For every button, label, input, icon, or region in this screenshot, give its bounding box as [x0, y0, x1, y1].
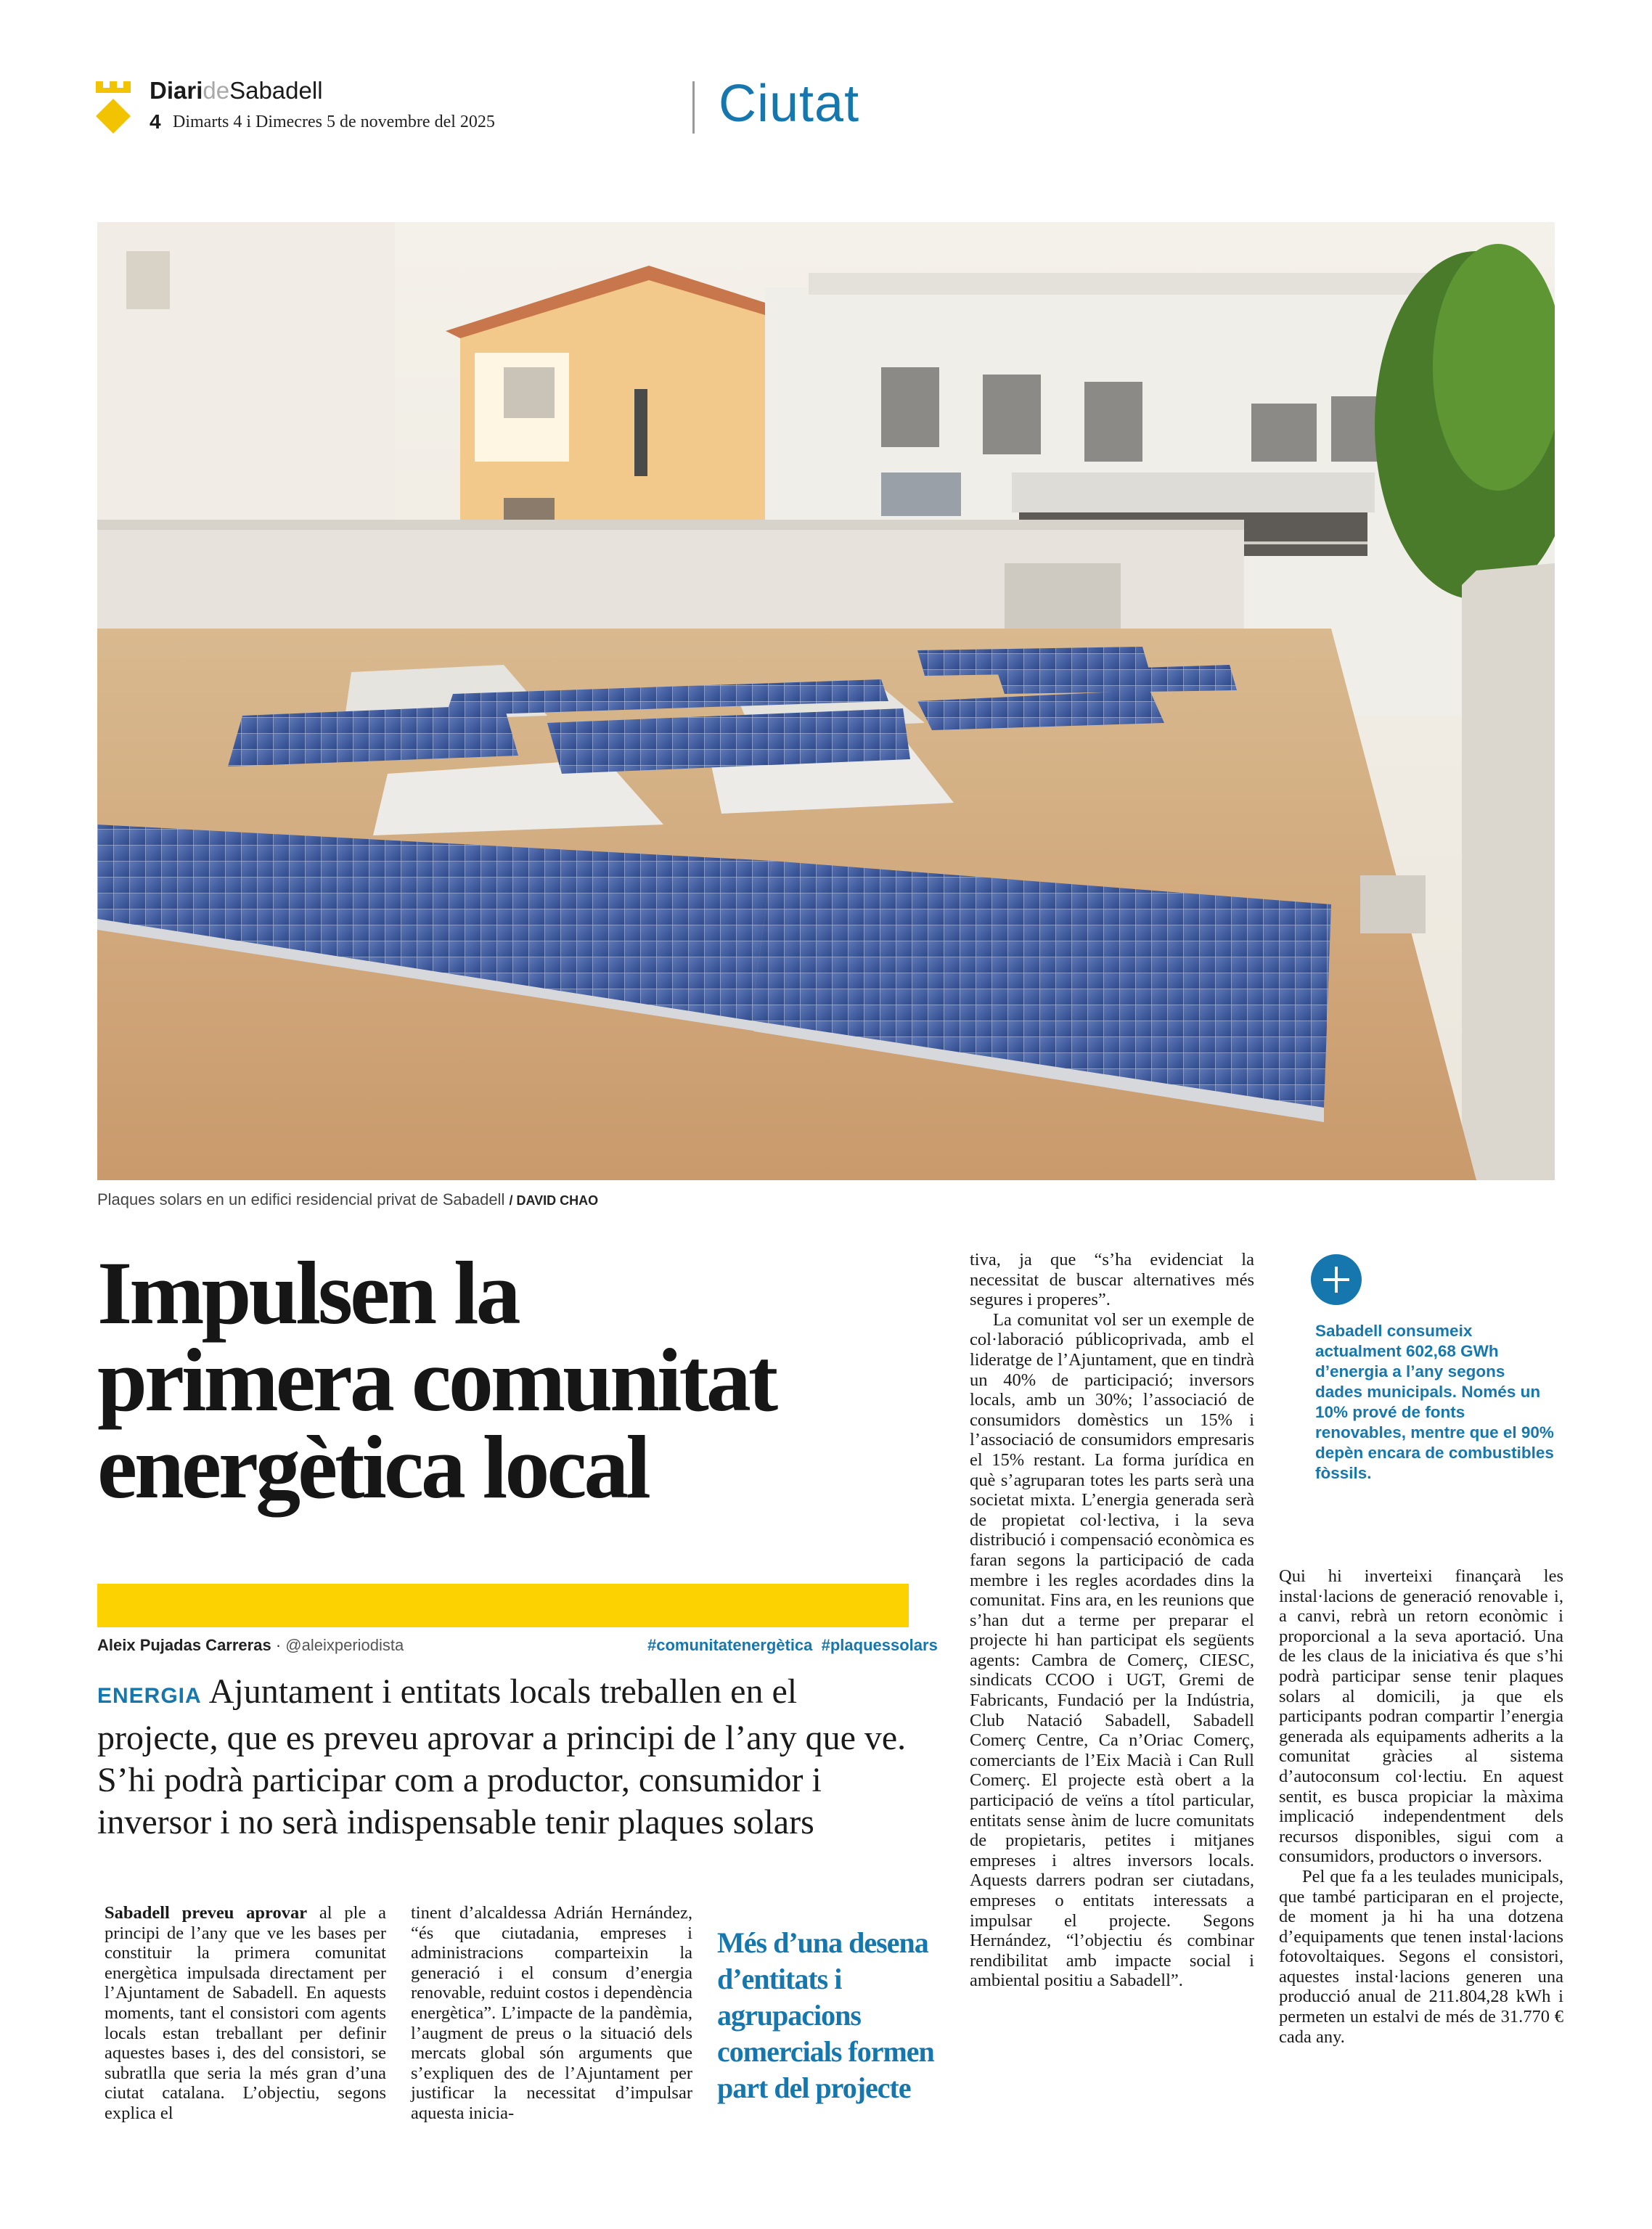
hashtags[interactable]: #comunitatenergètica #plaquessolars	[647, 1636, 938, 1654]
section-title: Ciutat	[719, 75, 860, 133]
solar-panels-photo	[97, 222, 1555, 1180]
newspaper-logo-icon	[93, 81, 134, 136]
headline-line-3: energètica local	[97, 1418, 648, 1517]
header-divider	[692, 81, 695, 134]
newspaper-brand: DiarideSabadell	[150, 77, 323, 104]
byline: Aleix Pujadas Carreras · @aleixperiodista	[97, 1636, 404, 1654]
body-column-2: tinent d’alcaldessa Adrián Hernández, “és que ciutadania, empreses i administracions comparteixin la generació i el consum d’energia renovable, reduint costos i dependència energètica”. L’impacte de la pandèmia, l’augment de preus o la situació dels mercats global són arguments que s’expliquen des de l’Ajuntament per justificar la necessitat d’impulsar aquesta inicia-	[411, 1903, 692, 2123]
body-column-4: Qui hi inverteixi finançarà les instal·lacions de generació renovable i, a canvi, rebrà un retorn econòmic i proporcional a la seva aportació. Una de les claus de la iniciativa és que s’hi podrà participar sense tenir plaques solars al domicili, ja que els participants podran compartir l’energia generada als equipaments adherits a la comunitat gràcies al sistema d’autoconsum col·lectiu. En aquest sentit, es busca propiciar la màxima implicació independentment dels recursos disponibles, sigui com a consumidors, productors o inversors. Pel que fa a les teulades municipals, que també participaran en el projecte, de moment ja hi ha una dotzena d’equipaments que tenen instal·lacions fotovoltaiques. Segons el consistori, aquestes instal·lacions generen una producció anual de 211.804,28 kWh i permeten un estalvi de més de 31.770 € cada any.	[1279, 1566, 1563, 2047]
highlight-bar	[97, 1584, 909, 1627]
headline-line-1: Impulsen la	[97, 1243, 518, 1343]
author-name: Aleix Pujadas Carreras	[97, 1636, 271, 1654]
body-column-1: Sabadell preveu aprovar al ple a principi de l’any que ve les bases per constituir la primera comunitat energètica impulsada directament per l’Ajuntament de Sabadell. En aquests moments, tant el consistori com agents locals estan treballant per definir aquestes bases i, des del consistori, se subratlla que seria la més gran d’una ciutat catalana. L’objectiu, segons explica el	[105, 1903, 386, 2123]
headline-line-2: primera comunitat	[97, 1330, 776, 1430]
pull-quote: Més d’una desena d’entitats i agrupacions comercials formen part del projecte	[717, 1926, 934, 2104]
photo-caption: Plaques solars en un edifici residencial privat de Sabadell / DAVID CHAO	[97, 1190, 599, 1208]
topic-kicker: ENERGIA	[97, 1684, 202, 1708]
article-lead: ENERGIA Ajuntament i entitats locals treballen en el projecte, que es preveu aprovar a principi de l’any que ve. S’hi podrà participar com a productor, consumidor i inversor i no serà indispensable tenir plaques solars	[97, 1672, 907, 1841]
fact-box: Sabadell consumeix actualment 602,68 GWh d’energia a l’any segons dades municipals. Només un 10% prové de fonts renovables, mentre que el 90% depèn encara de combustibles fòssils.	[1315, 1322, 1554, 1482]
author-handle[interactable]: @aleixperiodista	[285, 1636, 404, 1654]
headline	[97, 1243, 925, 1517]
page-number: 4	[150, 110, 161, 133]
body-column-3: tiva, ja que “s’ha evidenciat la necessitat de buscar alternatives més segures i properes”. La comunitat vol ser un exemple de col·laboració públicoprivada, amb el lideratge de l’Ajuntament, que en tindrà un 40% de participació; inversors locals, amb un 30%; l’associació de consumidors domèstics un 15% i l’associació de consumidors empresaris el 15% restant. La forma jurídica en què s’agruparan totes les parts serà una societat mixta. L’energia generada serà de propietat col·lectiva, i la seva distribució i compensació econòmica es faran segons la participació de cada membre i les regles acordades dins la comunitat. Fins ara, en les reunions que s’han dut a terme per preparar el projecte hi han participat els següents agents: Cambra de Comerç, CIESC, sindicats CCOO i UGT, Gremi de Fabricants, Fundació per la Indústria, Club Natació Sabadell, Sabadell Comerç Centre, Ca n’Oriac Comerç, comerciants de l’Eix Macià i Can Rull Comerç. El projecte està obert a la participació de veïns a títol particular, entitats sense ànim de lucre comunitats de propietaris, petites i mitjanes empreses i altres inversors locals. Aquests darrers podran ser ciutadans, empreses o entitats interessats a impulsar el projecte. Segons Hernández, “l’objectiu és combinar rendibilitat amb impacte social i ambiental positiu a Sabadell”.	[970, 1250, 1254, 1991]
plus-icon	[1311, 1254, 1362, 1305]
issue-date: Dimarts 4 i Dimecres 5 de novembre del 2025	[173, 113, 495, 131]
